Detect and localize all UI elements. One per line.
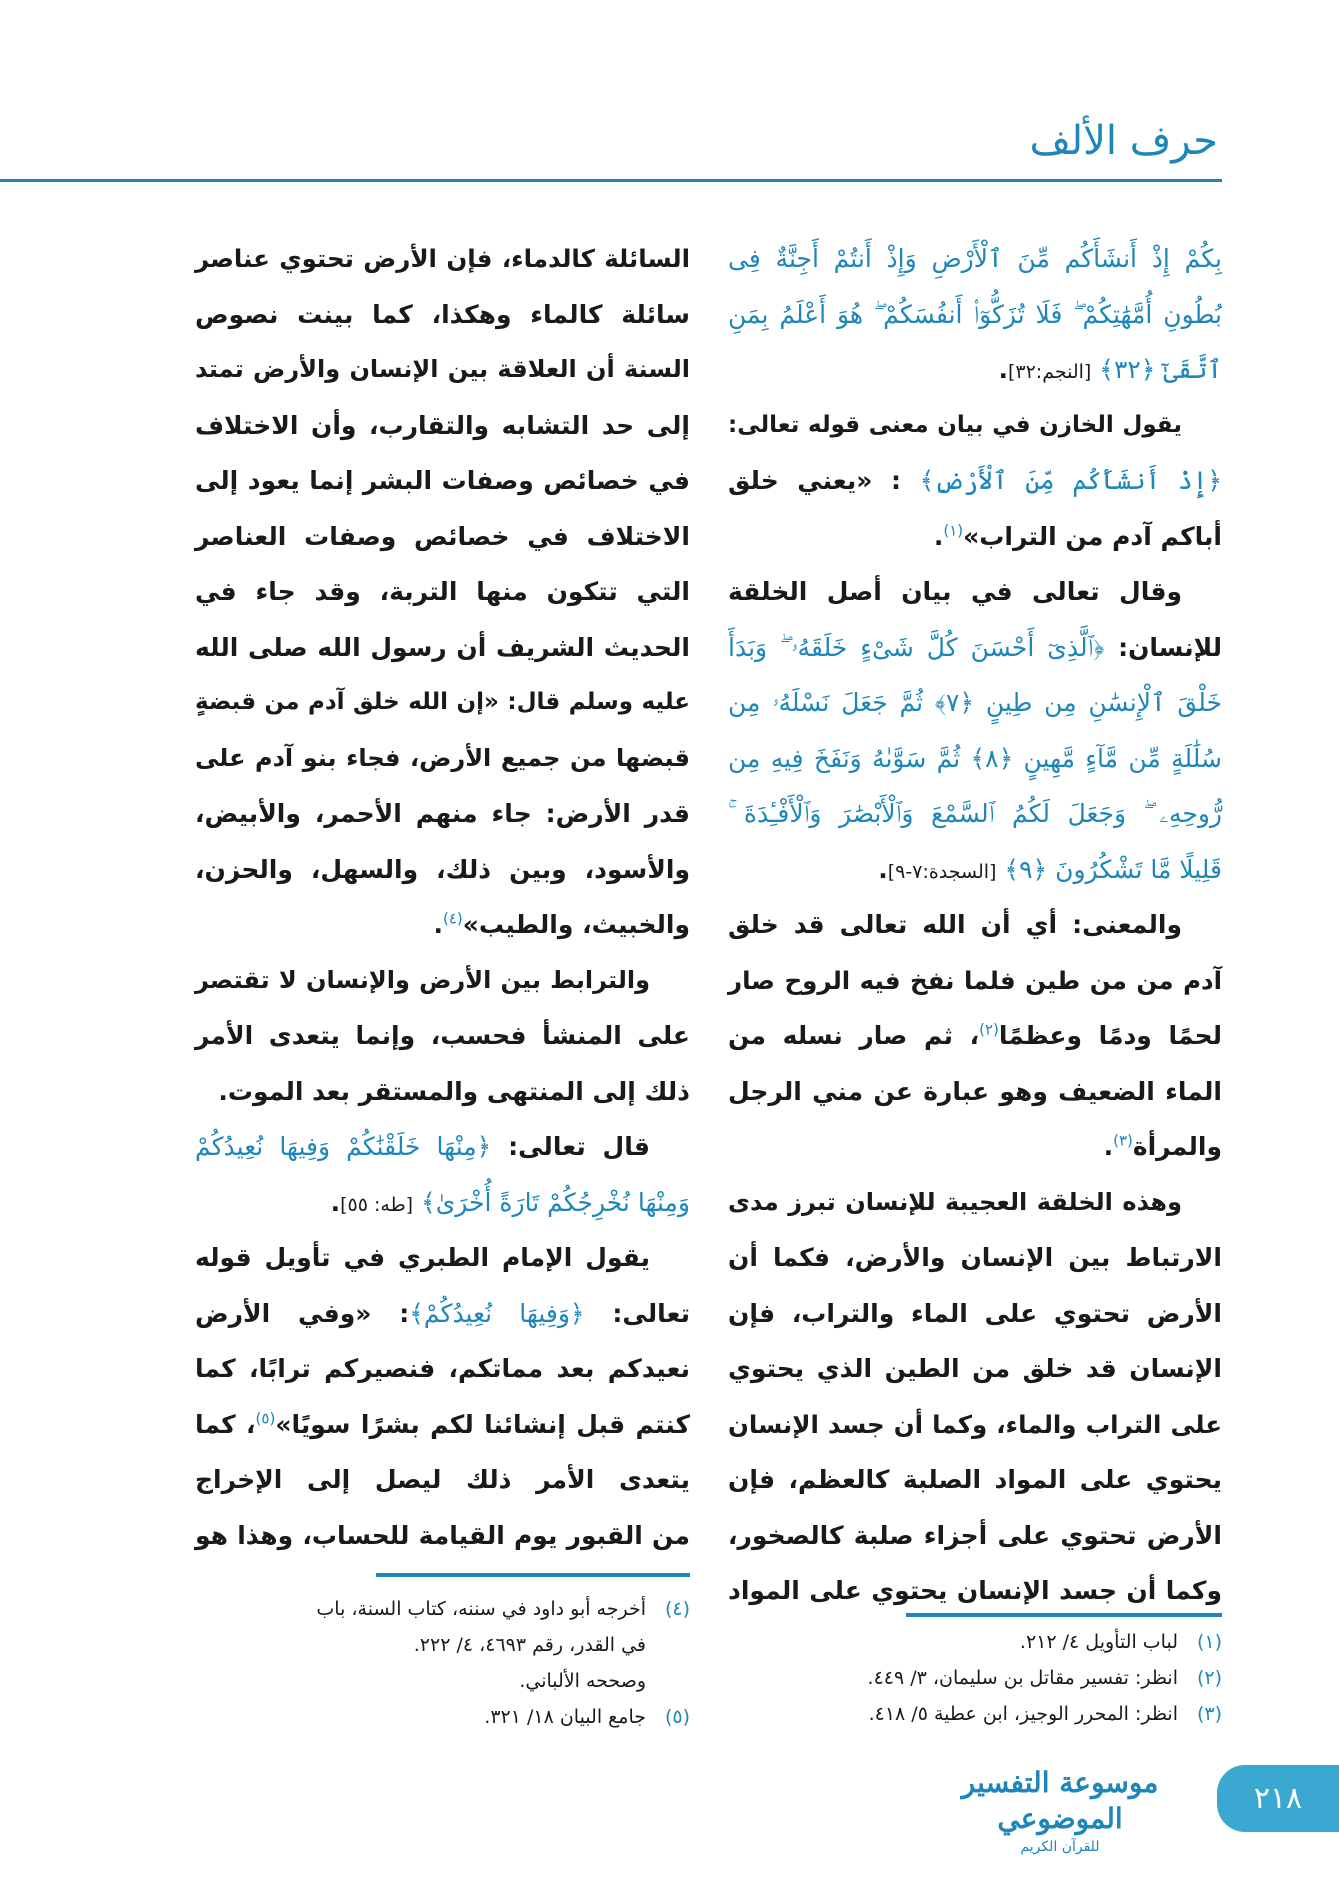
footnote-rule-right xyxy=(906,1613,1222,1617)
footnote xyxy=(728,1624,1222,1660)
body-text: . xyxy=(878,854,888,884)
footnote-number: (٣) xyxy=(1196,1703,1222,1725)
footnote-text: أخرجه أبو داود في سننه، كتاب السنة، باب xyxy=(316,1598,646,1620)
verse-reference: [النجم:٣٢] xyxy=(1007,361,1092,383)
quran-verse: ﴿مِنْهَا خَلَقْنَٰكُمْ وَفِيهَا نُعِيدُكُمْ xyxy=(195,1132,492,1161)
body-text: على المنشأ فحسب، وإنما يتعدى الأمر xyxy=(195,1021,690,1050)
footnote xyxy=(195,1591,690,1627)
text-line xyxy=(728,842,1222,898)
body-text: . xyxy=(998,355,1008,384)
text-line xyxy=(195,1286,690,1342)
body-text: . xyxy=(1103,1132,1114,1161)
footnote-number: (٥) xyxy=(664,1706,690,1728)
body-text: يقول الإمام الطبري في تأويل قوله xyxy=(195,1243,650,1272)
body-text: يقول الخازن في بيان معنى قوله تعالى: xyxy=(728,411,1182,438)
body-text: تعالى: xyxy=(584,1298,690,1328)
text-line xyxy=(728,1119,1222,1175)
footnote-number: (٤) xyxy=(664,1598,690,1620)
text-line xyxy=(195,620,690,676)
footnote-rule-left xyxy=(376,1573,690,1577)
chapter-title: حرف الألف xyxy=(1029,118,1218,164)
body-text: يتعدى الأمر ذلك ليصل إلى الإخراج xyxy=(195,1465,690,1494)
body-text: قدر الأرض: جاء منهم الأحمر، والأبيض، xyxy=(195,799,690,828)
text-line xyxy=(195,1508,690,1564)
body-text: والأسود، وبين ذلك، والسهل، والحزن، xyxy=(195,854,690,884)
body-text: . xyxy=(933,521,944,551)
text-line xyxy=(195,564,690,620)
text-line xyxy=(728,1064,1222,1120)
body-text: إلى حد التشابه والتقارب، وأن الاختلاف xyxy=(195,410,690,440)
footnote-marker[interactable]: (٢) xyxy=(979,1020,999,1039)
text-line xyxy=(195,1230,690,1286)
text-line xyxy=(195,1341,690,1397)
text-line xyxy=(728,1397,1222,1453)
body-text: سائلة كالماء وهكذا، كما بينت نصوص xyxy=(195,299,690,329)
text-line xyxy=(195,398,690,454)
body-text: وهذه الخلقة العجيبة للإنسان تبرز مدى xyxy=(728,1187,1182,1216)
text-line xyxy=(728,1008,1222,1064)
body-text: كنتم قبل إنشائنا لكم بشرًا سويًا» xyxy=(275,1409,690,1439)
text-line xyxy=(195,1119,690,1175)
text-line xyxy=(728,509,1222,565)
body-text: : «وفي الأرض xyxy=(195,1298,410,1328)
left-text-column xyxy=(195,231,690,1563)
footnote-number: (١) xyxy=(1196,1631,1222,1653)
footnote-marker[interactable]: (٥) xyxy=(255,1409,276,1428)
text-line xyxy=(728,453,1222,509)
body-text: . xyxy=(433,910,443,939)
body-text: أباكم آدم من التراب» xyxy=(963,521,1222,551)
body-text: في خصائص وصفات البشر إنما يعود إلى xyxy=(195,466,690,495)
footnote-marker[interactable]: (٣) xyxy=(1113,1131,1133,1150)
text-line xyxy=(195,842,690,898)
quran-verse: ٱتَّقَىٰٓ ﴿٣٢﴾ xyxy=(1091,355,1222,384)
text-line xyxy=(195,1008,690,1064)
body-text: الإنسان قد خلق من الطين الذي يحتوي xyxy=(728,1354,1222,1383)
text-line xyxy=(728,897,1222,953)
body-text: التي تتكون منها التربة، وقد جاء في xyxy=(195,577,690,606)
quran-verse: ﴿إِذْ أَنشَأَكُم مِّنَ ٱلْأَرْضِ﴾ xyxy=(919,466,1222,495)
text-line xyxy=(195,231,690,287)
text-line xyxy=(728,564,1222,620)
logo-subtitle: للقرآن الكريم xyxy=(1020,1839,1100,1855)
body-text: من القبور يوم القيامة للحساب، وهذا هو xyxy=(195,1520,690,1550)
text-line xyxy=(195,1452,690,1508)
encyclopedia-logo xyxy=(930,1765,1190,1857)
body-text: نعيدكم بعد مماتكم، فنصيركم ترابًا، كما xyxy=(195,1354,690,1383)
text-line xyxy=(195,1397,690,1453)
body-text: ذلك إلى المنتهى والمستقر بعد الموت. xyxy=(218,1076,690,1106)
body-text: الاختلاف في خصائص وصفات العناصر xyxy=(195,521,690,551)
text-line xyxy=(728,342,1222,398)
body-text: على التراب والماء، وكما أن جسد الإنسان xyxy=(728,1409,1222,1439)
footnote-marker[interactable]: (٤) xyxy=(442,909,463,928)
body-text: قبضها من جميع الأرض، فجاء بنو آدم على xyxy=(195,743,690,772)
body-text: عليه وسلم قال: «إن الله خلق آدم من قبضةٍ xyxy=(195,689,690,715)
footnotes-right xyxy=(728,1624,1222,1732)
quran-verse: رُّوحِهِۦ ۖ وَجَعَلَ لَكُمُ ٱلسَّمْعَ وَٱلْأَبْصَٰرَ وَٱلْأَفْـِٔدَةَ ۚ xyxy=(728,799,1222,828)
body-text: والمرأة xyxy=(1132,1132,1222,1161)
footnotes-left xyxy=(195,1591,690,1735)
text-line xyxy=(728,786,1222,842)
body-text: : «يعني خلق xyxy=(728,466,920,495)
text-line xyxy=(195,453,690,509)
quran-verse: قَلِيلًا مَّا تَشْكُرُونَ ﴿٩﴾ xyxy=(996,854,1222,884)
text-line xyxy=(195,509,690,565)
logo-title: موسوعة التفسير الموضوعي xyxy=(961,1766,1159,1835)
footnote-text: لباب التأويل ٤/ ٢١٢. xyxy=(1019,1631,1178,1653)
footnote-marker[interactable]: (١) xyxy=(943,521,964,540)
body-text: ، كما xyxy=(195,1409,256,1439)
verse-reference: [طه: ٥٥] xyxy=(340,1193,414,1216)
text-line xyxy=(195,287,690,343)
footnote-text: انظر: تفسير مقاتل بن سليمان، ٣/ ٤٤٩. xyxy=(867,1667,1178,1689)
footnote-text: انظر: المحرر الوجيز، ابن عطية ٥/ ٤١٨. xyxy=(868,1703,1178,1725)
footnote xyxy=(728,1660,1222,1696)
body-text: للإنسان: xyxy=(1104,632,1222,662)
text-line xyxy=(195,731,690,787)
page-number-badge: ٢١٨ xyxy=(1217,1765,1339,1832)
body-text: قال تعالى: xyxy=(491,1132,650,1161)
text-line xyxy=(195,953,690,1009)
quran-verse: ﴿ٱلَّذِىٓ أَحْسَنَ كُلَّ شَىْءٍ خَلَقَهُۥ ۖ وَبَدَأَ xyxy=(728,632,1105,662)
footnote-text-continued: في القدر، رقم ٤٦٩٣، ٤/ ٢٢٢. xyxy=(413,1634,646,1656)
body-text: . xyxy=(330,1187,341,1217)
body-text: والترابط بين الأرض والإنسان لا تقتصر xyxy=(195,965,650,994)
quran-verse: ﴿وَفِيهَا نُعِيدُكُمْ﴾ xyxy=(409,1298,585,1328)
text-line xyxy=(195,1175,690,1231)
body-text: آدم من من طين فلما نفخ فيه الروح صار xyxy=(728,965,1222,995)
quran-verse: وَمِنْهَا نُخْرِجُكُمْ تَارَةً أُخْرَىٰ﴾ xyxy=(413,1187,690,1217)
text-line xyxy=(728,1175,1222,1231)
body-text: لحمًا ودمًا وعظمًا xyxy=(998,1021,1222,1050)
footnote-text-continued: وصححه الألباني. xyxy=(519,1670,646,1692)
body-text: الأرض تحتوي على الماء والتراب، فإن xyxy=(728,1298,1222,1328)
text-line xyxy=(728,1286,1222,1342)
body-text: ، ثم صار نسله من xyxy=(728,1021,980,1050)
header-rule xyxy=(0,179,1222,182)
body-text: الحديث الشريف أن رسول الله صلى الله xyxy=(195,632,690,662)
text-line xyxy=(728,398,1222,454)
body-text: السنة أن العلاقة بين الإنسان والأرض تمتد xyxy=(195,355,690,383)
text-line xyxy=(728,620,1222,676)
verse-reference: [السجدة:٧-٩] xyxy=(887,860,997,883)
text-line xyxy=(728,953,1222,1009)
quran-verse: بُطُونِ أُمَّهَٰتِكُمْ ۖ فَلَا تُزَكُّوٓا۟ أَنفُسَكُمْ ۖ هُوَ أَعْلَمُ بِمَنِ xyxy=(728,299,1222,329)
body-text: الماء الضعيف وهو عبارة عن مني الرجل xyxy=(728,1076,1222,1106)
text-line xyxy=(195,1064,690,1120)
quran-verse: سُلَٰلَةٍ مِّن مَّآءٍ مَّهِينٍ ﴿٨﴾ ثُمَّ سَوَّىٰهُ وَنَفَخَ فِيهِ مِن xyxy=(728,743,1222,773)
footnote-text: جامع البيان ١٨/ ٣٢١. xyxy=(484,1706,646,1728)
text-line xyxy=(728,1563,1222,1619)
body-text: والمعنى: أي أن الله تعالى قد خلق xyxy=(728,910,1182,939)
text-line xyxy=(728,1230,1222,1286)
footnote xyxy=(195,1699,690,1735)
body-text: الأرض تحتوي على أجزاء صلبة كالصخور، xyxy=(728,1520,1222,1550)
footnote xyxy=(728,1696,1222,1732)
quran-verse: بِكُمْ إِذْ أَنشَأَكُم مِّنَ ٱلْأَرْضِ وَإِذْ أَنتُمْ أَجِنَّةٌ فِى xyxy=(728,244,1222,273)
body-text: والخبيث، والطيب» xyxy=(462,910,690,939)
text-line xyxy=(728,1452,1222,1508)
body-text: الارتباط بين الإنسان والأرض، فكما أن xyxy=(728,1243,1222,1272)
text-line xyxy=(728,1341,1222,1397)
body-text: يحتوي على المواد الصلبة كالعظم، فإن xyxy=(728,1465,1222,1494)
quran-verse: خَلْقَ ٱلْإِنسَٰنِ مِن طِينٍ ﴿٧﴾ ثُمَّ جَعَلَ نَسْلَهُۥ مِن xyxy=(728,688,1222,717)
body-text: وقال تعالى في بيان أصل الخلقة xyxy=(728,577,1182,606)
body-text: السائلة كالدماء، فإن الأرض تحتوي عناصر xyxy=(195,244,690,273)
text-line xyxy=(728,231,1222,287)
text-line xyxy=(195,675,690,731)
footnote-number: (٢) xyxy=(1196,1667,1222,1689)
right-text-column xyxy=(728,231,1222,1619)
text-line xyxy=(195,342,690,398)
body-text: وكما أن جسد الإنسان يحتوي على المواد xyxy=(728,1576,1222,1605)
text-line xyxy=(728,675,1222,731)
text-line xyxy=(728,1508,1222,1564)
text-line xyxy=(195,786,690,842)
text-line xyxy=(728,287,1222,343)
text-line xyxy=(195,897,690,953)
text-line xyxy=(728,731,1222,787)
